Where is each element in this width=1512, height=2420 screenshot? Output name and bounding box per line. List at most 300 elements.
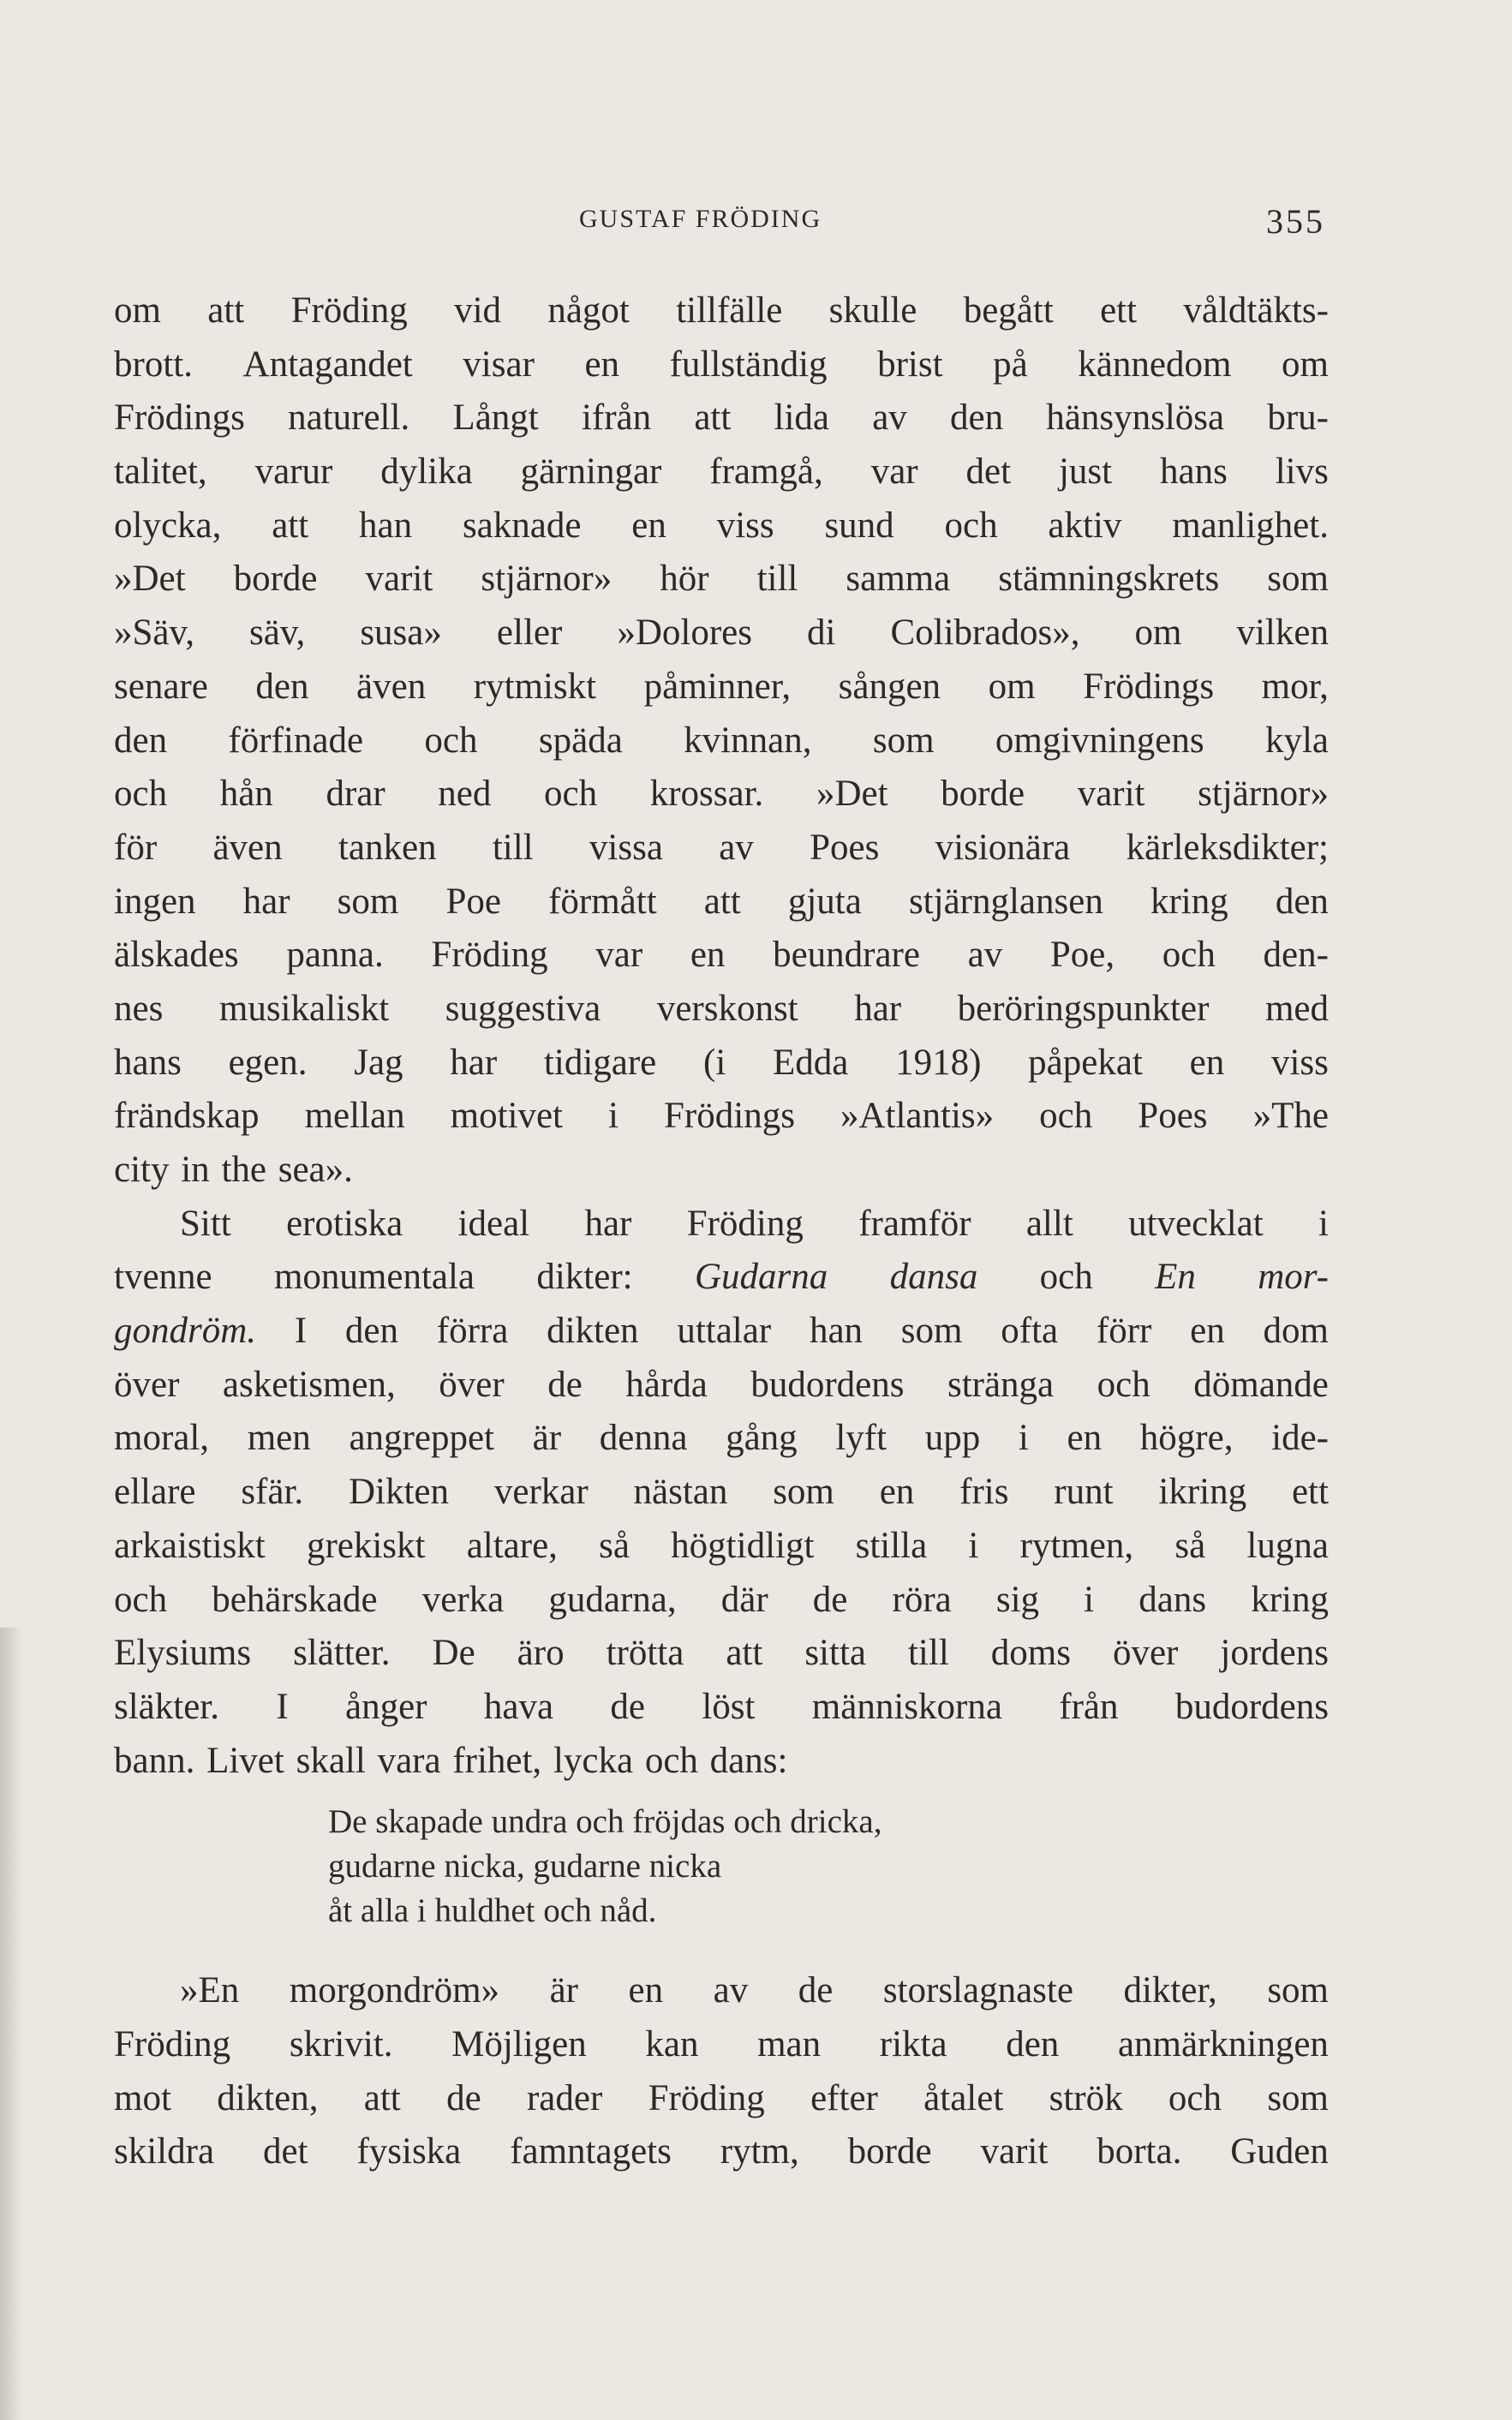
word: grekiskt [306, 1525, 426, 1566]
word: olycka, [114, 505, 222, 546]
word: att [694, 397, 732, 439]
word: ett [1291, 1472, 1329, 1513]
word: borde [941, 774, 1025, 815]
word: han [809, 1311, 864, 1352]
word: mot [114, 2077, 171, 2118]
word: asketismen, [222, 1364, 396, 1405]
word: en [628, 1970, 664, 2011]
text-line [114, 1681, 1329, 1735]
word: (i [703, 1042, 726, 1083]
paragraph-2 [114, 1198, 1329, 1789]
word: dikten [547, 1311, 639, 1352]
word: som [1267, 2077, 1329, 2118]
word: viss [716, 505, 774, 546]
word: späda [538, 720, 623, 761]
word: och [644, 1740, 698, 1781]
word: om [1134, 612, 1182, 654]
word: som [1267, 1970, 1329, 2011]
word: i [608, 1096, 619, 1137]
word: viss [1270, 1042, 1329, 1083]
word: frändskap [114, 1096, 260, 1137]
word: den [1275, 881, 1329, 922]
word: man [757, 2023, 822, 2064]
word: uttalar [677, 1311, 772, 1352]
word: den [114, 720, 168, 761]
word: sfär. [241, 1472, 304, 1513]
word: budordens [1174, 1686, 1329, 1727]
word: verka [421, 1579, 505, 1620]
word: nästan [633, 1472, 728, 1513]
word: dansa [889, 1257, 978, 1298]
paragraph-2-rest [114, 1359, 1329, 1789]
text-line [114, 714, 1329, 768]
word: nes [114, 988, 164, 1029]
text-line [114, 1627, 1329, 1681]
word: denna [599, 1418, 688, 1459]
word: människorna [811, 1686, 1002, 1727]
word: Långt [452, 397, 539, 439]
word: Fröding [686, 1203, 804, 1244]
word: beröringspunkter [957, 988, 1210, 1029]
word: mellan [304, 1096, 405, 1137]
word: lida [774, 397, 829, 439]
word: som [872, 720, 935, 761]
word: med [1264, 988, 1329, 1029]
word: »Atlantis» [840, 1096, 995, 1137]
text-line [114, 1305, 1329, 1359]
word: fysiska [356, 2131, 462, 2172]
word: över [114, 1364, 180, 1405]
text-line [114, 929, 1329, 983]
word: skrivit. [289, 2023, 393, 2064]
word: hör [660, 559, 709, 600]
word: naturell. [288, 397, 410, 439]
word: av [719, 827, 754, 868]
word: men [247, 1418, 311, 1459]
word: för [114, 827, 158, 868]
word: anmärkningen [1117, 2023, 1329, 2064]
word: Sitt [180, 1203, 231, 1244]
running-title: GUSTAF FRÖDING [579, 205, 822, 233]
word: förmått [548, 881, 657, 922]
word: en [879, 1472, 915, 1513]
word: fullständig [669, 344, 828, 385]
word: framför [858, 1203, 971, 1244]
word: »En [180, 1970, 240, 2011]
word: verkar [493, 1472, 589, 1513]
word: hans [1160, 451, 1228, 493]
word: högre, [1139, 1418, 1234, 1459]
running-head [0, 202, 1512, 245]
word: susa» [360, 612, 442, 654]
word: the [221, 1150, 266, 1190]
word: samma [846, 559, 951, 600]
word: förr [1096, 1311, 1152, 1352]
word: förfinade [228, 720, 364, 761]
word: »Säv, [114, 612, 194, 654]
word: kännedom [1078, 344, 1232, 385]
word: tvenne [114, 1257, 212, 1298]
word: så [1174, 1525, 1206, 1566]
word: sea». [278, 1150, 353, 1190]
word: det [262, 2131, 308, 2172]
word: vilken [1236, 612, 1329, 654]
word: varit [1077, 774, 1145, 815]
word: ifrån [581, 397, 652, 439]
word: dikter, [1123, 1970, 1217, 2011]
word: stränga [947, 1364, 1055, 1405]
word: sig [995, 1579, 1040, 1620]
word: dans: [709, 1740, 788, 1781]
word: en [631, 505, 666, 546]
word: Poes [1138, 1096, 1208, 1137]
word: framgå, [709, 451, 823, 493]
word: brist [877, 344, 943, 385]
word: senare [114, 666, 208, 707]
word: och [114, 1579, 168, 1620]
word: Colibrados», [890, 612, 1080, 654]
word: tanken [338, 827, 437, 868]
page-number: 355 [1266, 202, 1325, 241]
word: talitet, [114, 451, 207, 493]
word: just [1058, 451, 1113, 493]
word: påminner, [643, 666, 792, 707]
word: de [610, 1686, 645, 1727]
word: frihet, [452, 1740, 542, 1781]
word: även [356, 666, 427, 707]
word: lycka [553, 1740, 634, 1781]
word: att [207, 290, 245, 331]
word: ide- [1271, 1418, 1329, 1459]
text-line [114, 606, 1329, 660]
text-line [114, 1520, 1329, 1574]
word: utvecklat [1128, 1203, 1264, 1244]
word: ideal [457, 1203, 530, 1244]
word: vid [454, 290, 502, 331]
word: bann. [114, 1740, 195, 1781]
word: vissa [589, 827, 663, 868]
word: är [549, 1970, 578, 2011]
text-line [114, 1251, 1329, 1305]
word: krossar. [649, 774, 764, 815]
word: mor, [1261, 666, 1329, 707]
word: Fröding [114, 2023, 231, 2064]
word: i [1318, 1203, 1329, 1244]
word: motivet [450, 1096, 563, 1137]
word: borta. [1097, 2131, 1182, 2172]
word: storslagnaste [882, 1970, 1073, 2011]
word: Poes [810, 827, 880, 868]
word: famntagets [510, 2131, 672, 2172]
word: och [114, 774, 168, 815]
word: livs [1275, 451, 1329, 493]
word: upp [924, 1418, 981, 1459]
word: angreppet [349, 1418, 494, 1459]
word: i [968, 1525, 979, 1566]
word: av [872, 397, 907, 439]
word: musikaliskt [218, 988, 390, 1029]
word: omgivningens [995, 720, 1204, 761]
word: saknade [462, 505, 582, 546]
word: Poe [445, 881, 501, 922]
word: den [344, 1311, 398, 1352]
word: runt [1054, 1472, 1114, 1513]
word: skall [296, 1740, 366, 1781]
word: varit [980, 2131, 1049, 2172]
word: 1918) [895, 1042, 982, 1083]
word: Möjligen [451, 2023, 587, 2064]
word: som [1267, 559, 1329, 600]
word: en [1190, 1311, 1225, 1352]
word: »Det [114, 559, 186, 600]
word: lugna [1246, 1525, 1329, 1566]
word: visionära [935, 827, 1071, 868]
word: vara [377, 1740, 441, 1781]
word: och [944, 505, 998, 546]
word: skildra [114, 2131, 215, 2172]
word: stjärnor» [481, 559, 613, 600]
word: våldtäkts- [1183, 290, 1329, 331]
word: om [988, 666, 1036, 707]
word: trötta [606, 1633, 684, 1674]
word: rytmiskt [473, 666, 597, 707]
verse-quote [114, 1788, 1329, 1964]
word: och [1162, 935, 1216, 976]
word: ofta [1001, 1311, 1059, 1352]
word: stilla [855, 1525, 928, 1566]
word: och [1168, 2077, 1222, 2118]
text-line [114, 1466, 1329, 1520]
word: erotiska [286, 1203, 403, 1244]
word: »Dolores [617, 612, 752, 654]
word: om [1281, 344, 1329, 385]
word: och [1097, 1364, 1150, 1405]
word: att [272, 505, 309, 546]
word: Antagandet [242, 344, 413, 385]
text-line [114, 2072, 1329, 2126]
body-text [114, 284, 1329, 2179]
word: till [907, 1633, 949, 1674]
word: så [599, 1525, 630, 1566]
word: en [690, 935, 726, 976]
word: city [114, 1150, 170, 1190]
word: Frödings [114, 397, 245, 439]
word: de [798, 1970, 834, 2011]
word: han [359, 505, 413, 546]
word: ett [1100, 290, 1138, 331]
word: rytmen, [1019, 1525, 1134, 1566]
word: hån [219, 774, 273, 815]
word: påpekat [1028, 1042, 1143, 1083]
word: som [337, 881, 399, 922]
word: kyla [1264, 720, 1329, 761]
word: varit [365, 559, 433, 600]
word: det [965, 451, 1012, 493]
word: Gudarna [694, 1257, 828, 1298]
word: av [967, 935, 1003, 976]
word: dikten, [217, 2077, 319, 2118]
word: allt [1025, 1203, 1073, 1244]
word: högtidligt [671, 1525, 815, 1566]
word: de [812, 1579, 848, 1620]
word: suggestiva [445, 988, 601, 1029]
word: gondröm. [114, 1311, 257, 1352]
word: eller [496, 612, 563, 654]
word: har [450, 1042, 498, 1083]
word: den [255, 666, 309, 707]
word: ingen [114, 881, 196, 922]
word: strök [1049, 2077, 1123, 2118]
word: löst [702, 1686, 756, 1727]
word: arkaistiskt [114, 1525, 266, 1566]
word: morgondröm» [289, 1970, 500, 2011]
word: dömande [1193, 1364, 1329, 1405]
word: sitta [804, 1633, 866, 1674]
word: till [756, 559, 798, 600]
text-line [114, 445, 1329, 499]
word: en [584, 344, 620, 385]
word: drar [326, 774, 385, 815]
word: på [993, 344, 1028, 385]
word: dikter: [536, 1257, 633, 1298]
word: den- [1263, 935, 1329, 976]
word: bru- [1267, 397, 1329, 439]
word: till [492, 827, 534, 868]
word: hans [114, 1042, 182, 1083]
word: jordens [1220, 1633, 1329, 1674]
word: kärleksdikter; [1126, 827, 1329, 868]
word: sången [838, 666, 941, 707]
word: Dikten [348, 1472, 450, 1513]
word: borde [847, 2131, 932, 2172]
text-line [114, 284, 1329, 338]
word: skulle [828, 290, 917, 331]
word: gång [726, 1418, 798, 1459]
word: i [1084, 1579, 1095, 1620]
word: Livet [206, 1740, 284, 1781]
word: I [276, 1686, 289, 1727]
word: begått [963, 290, 1054, 331]
word: in [181, 1150, 210, 1190]
text-line [114, 1574, 1329, 1628]
word: något [547, 290, 630, 331]
word: rader [526, 2077, 603, 2118]
paragraph-3 [114, 1964, 1329, 2179]
word: hänsynslösa [1046, 397, 1225, 439]
word: kan [645, 2023, 699, 2064]
word: att [363, 2077, 401, 2118]
text-line [114, 338, 1329, 392]
word: att [703, 881, 741, 922]
word: Elysiums [114, 1633, 252, 1674]
word: en [1189, 1042, 1225, 1083]
word: aktiv [1048, 505, 1122, 546]
word: Frödings [1083, 666, 1215, 707]
word: mor- [1258, 1257, 1329, 1298]
word: är [532, 1418, 562, 1459]
word: budordens [750, 1364, 905, 1405]
word: moral, [114, 1418, 210, 1459]
word: hava [483, 1686, 554, 1727]
word: säv, [249, 612, 306, 654]
word: gjuta [787, 881, 862, 922]
word: var [595, 935, 643, 976]
word: rytm, [720, 2131, 799, 2172]
text-line [114, 1144, 1329, 1198]
word: den [949, 397, 1004, 439]
word: röra [892, 1579, 952, 1620]
word: förra [436, 1311, 509, 1352]
word: verskonst [656, 988, 798, 1029]
word: behärskade [212, 1579, 378, 1620]
word: beundrare [773, 935, 920, 976]
word: och [544, 774, 598, 815]
word: har [242, 881, 290, 922]
word: släkter. [114, 1686, 219, 1727]
word: stämningskrets [998, 559, 1220, 600]
text-line [114, 1037, 1329, 1090]
word: de [547, 1364, 583, 1405]
word: monumentala [273, 1257, 475, 1298]
text-line [114, 499, 1329, 553]
text-line [114, 553, 1329, 606]
word: Guden [1230, 2131, 1329, 2172]
word: brott. [114, 344, 193, 385]
word: »The [1252, 1096, 1329, 1137]
word: »Det [816, 774, 888, 815]
word: panna. [286, 935, 384, 976]
word: En [1155, 1257, 1196, 1298]
text-line [114, 1412, 1329, 1466]
word: Jag [354, 1042, 403, 1083]
word: äro [517, 1633, 565, 1674]
word: De [432, 1633, 475, 1674]
word: visar [463, 344, 535, 385]
word: i [1018, 1418, 1029, 1459]
text-line [114, 768, 1329, 822]
word: över [439, 1364, 505, 1405]
word: som [900, 1311, 963, 1352]
word: borde [233, 559, 318, 600]
word: efter [810, 2077, 878, 2118]
word: kring [1150, 881, 1228, 922]
word: om [114, 290, 161, 331]
word: varur [254, 451, 333, 493]
word: var [870, 451, 918, 493]
text-line [114, 2018, 1329, 2072]
word: ned [438, 774, 492, 815]
word: av [713, 1970, 749, 2011]
word: kring [1251, 1579, 1329, 1620]
word: att [726, 1633, 763, 1674]
word: Frödings [664, 1096, 795, 1137]
text-line [114, 2125, 1329, 2179]
word: Fröding [290, 290, 408, 331]
word: även [212, 827, 283, 868]
word: Fröding [648, 2077, 765, 2118]
word: har [854, 988, 902, 1029]
word: hårda [625, 1364, 708, 1405]
word: över [1112, 1633, 1179, 1674]
word: fris [959, 1472, 1009, 1513]
text-line [114, 1198, 1329, 1252]
word: och [1039, 1257, 1093, 1298]
word: egen. [228, 1042, 308, 1083]
word: rikta [879, 2023, 947, 2064]
text-line [114, 1359, 1329, 1413]
word: de [446, 2077, 481, 2118]
word: gärningar [520, 451, 662, 493]
